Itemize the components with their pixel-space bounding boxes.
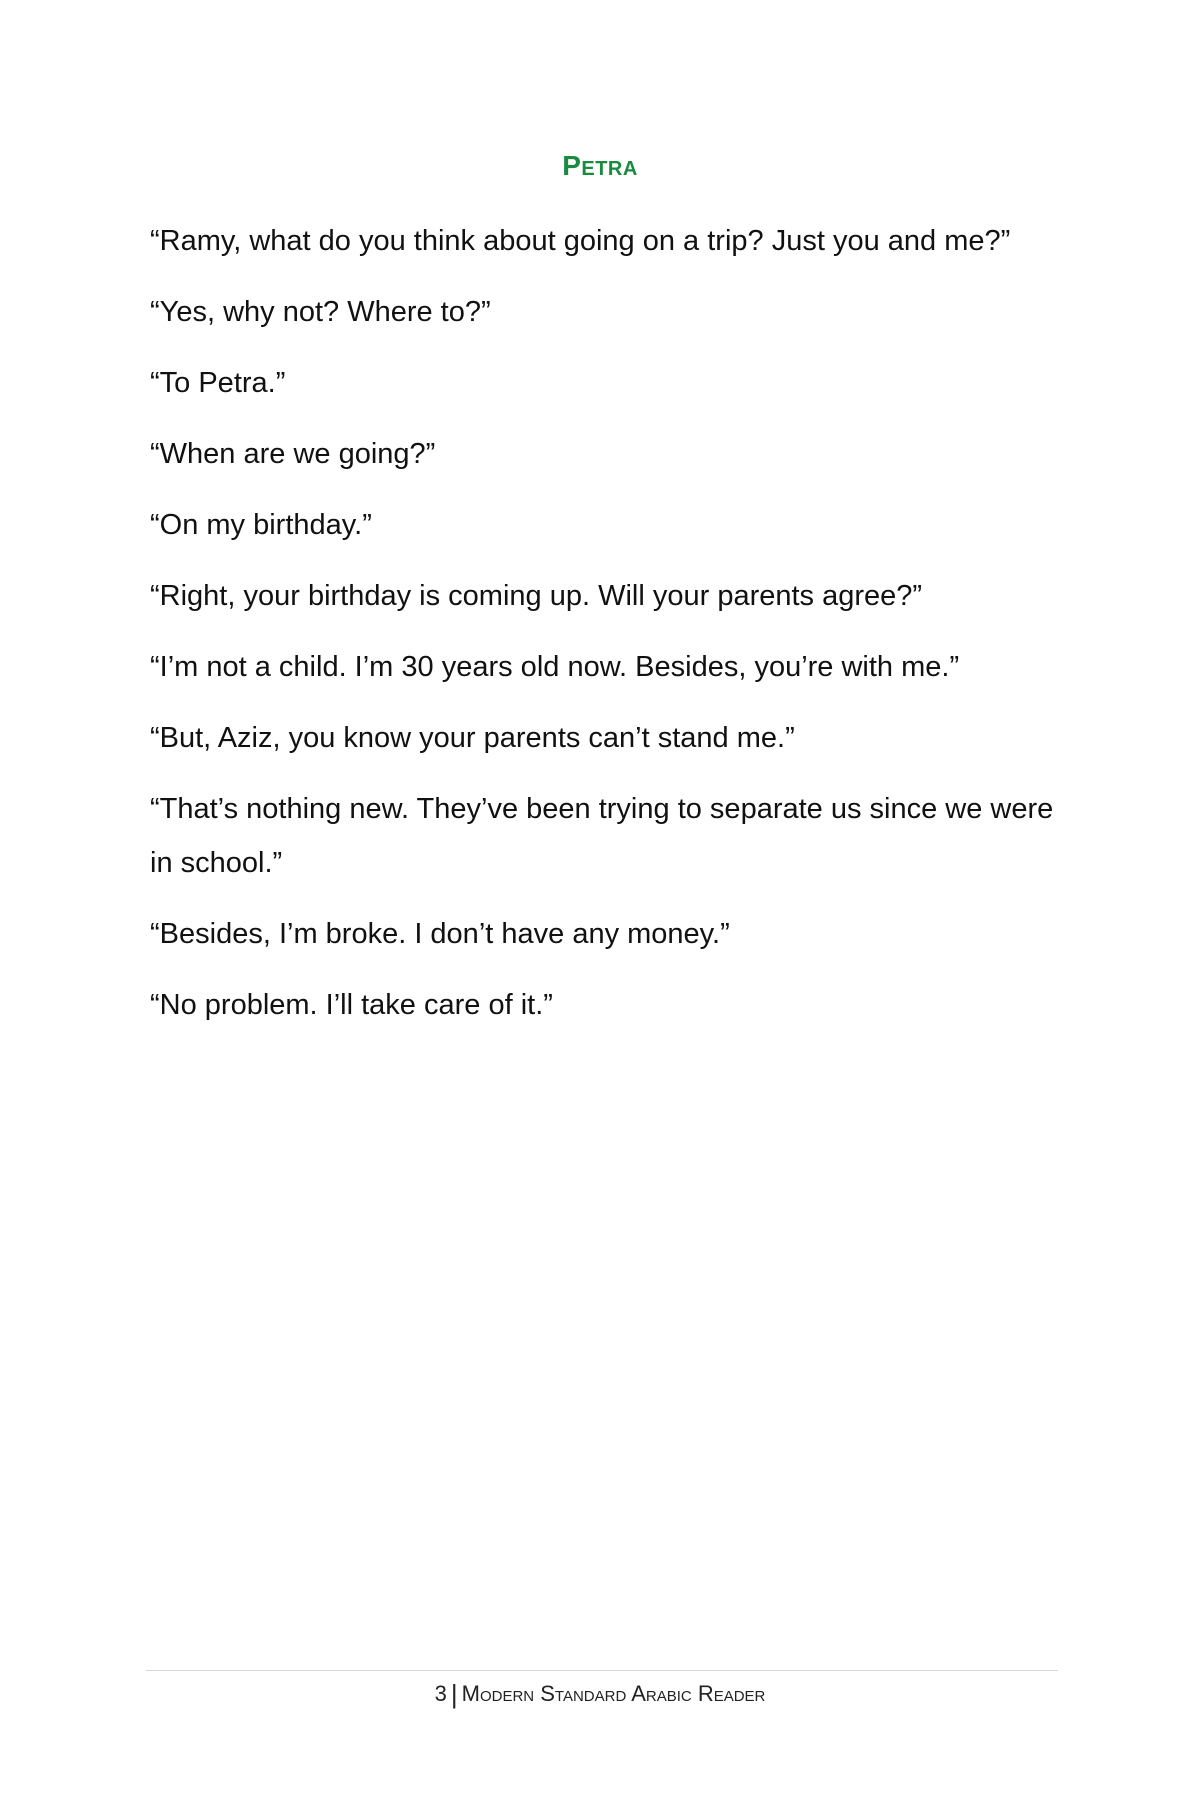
running-title: Modern Standard Arabic Reader [461, 1681, 766, 1706]
footer-separator: | [450, 1679, 458, 1709]
page-footer [0, 1678, 1200, 1710]
paragraph: “When are we going?” [150, 438, 436, 470]
paragraph: “I’m not a child. I’m 30 years old now. Besides, you’re with me.” [150, 651, 960, 683]
paragraph: “Right, your birthday is coming up. Will your parents agree?” [150, 580, 923, 612]
body-text [150, 214, 1060, 1049]
paragraph: “To Petra.” [150, 367, 286, 399]
page-number: 3 [434, 1681, 447, 1706]
paragraph: “No problem. I’ll take care of it.” [150, 989, 553, 1021]
page-title: Petra [562, 150, 638, 181]
paragraph: “On my birthday.” [150, 509, 372, 541]
paragraph: “Besides, I’m broke. I don’t have any money.” [150, 918, 730, 950]
paragraph: “Yes, why not? Where to?” [150, 296, 491, 328]
paragraph: “But, Aziz, you know your parents can’t stand me.” [150, 722, 795, 754]
footer-divider [146, 1670, 1058, 1671]
paragraph: “That’s nothing new. They’ve been trying to separate us since we were in school.” [150, 793, 1054, 879]
paragraph: “Ramy, what do you think about going on a trip? Just you and me?” [150, 225, 1011, 257]
